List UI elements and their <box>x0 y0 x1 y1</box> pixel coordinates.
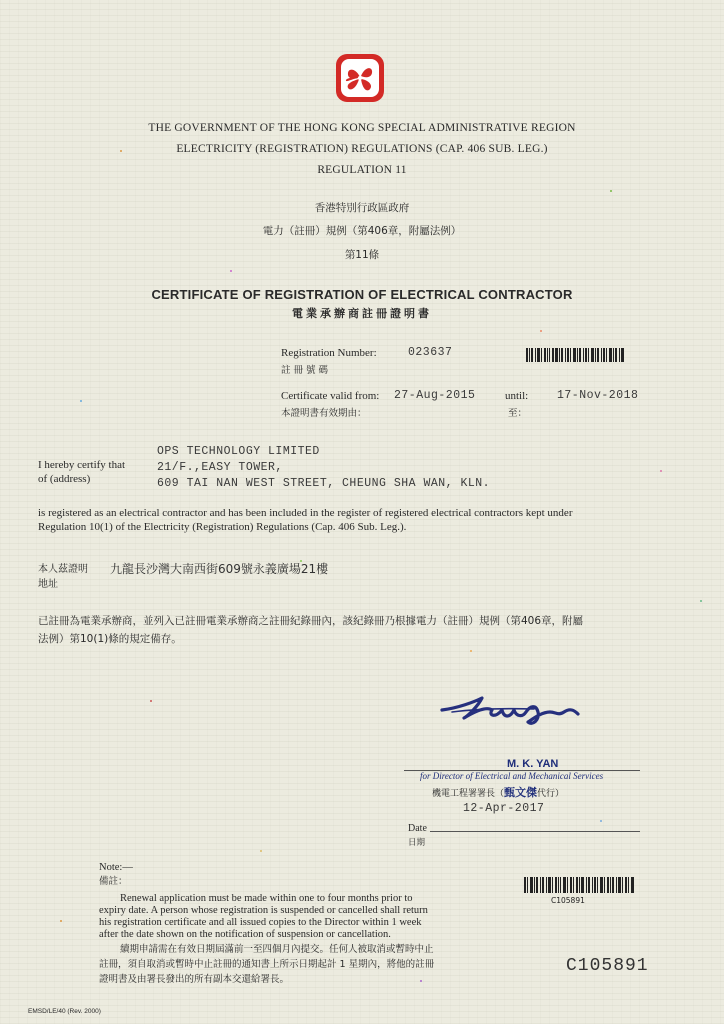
note-label-zh: 備註： <box>99 876 128 887</box>
signatory-zh-suffix: 代行） <box>537 789 565 799</box>
header-zh-government: 香港特別行政區政府 <box>314 202 410 214</box>
certify-label-zh: 本人茲證明 <box>38 564 88 575</box>
note-en-line-2: expiry date. A person whose registration is suspended or cancelled shall return <box>99 905 428 916</box>
registration-barcode <box>526 348 624 362</box>
address-label-zh: 地址 <box>38 579 58 590</box>
note-en-line-1: Renewal application must be made within one to four months prior to <box>120 893 413 904</box>
statement-zh-line-1: 已註冊為電業承辦商，並列入已註冊電業承辦商之註冊紀錄冊內，該紀錄冊乃根據電力（註冊）規例（第406章，附屬 <box>38 615 584 627</box>
handwritten-signature <box>438 688 584 728</box>
signatory-for-line: for Director of Electrical and Mechanical Services <box>420 771 604 781</box>
certificate-title-zh: 電業承辦商註冊證明書 <box>292 307 432 320</box>
issue-date-value: 12-Apr-2017 <box>463 802 545 815</box>
statement-line-1: is registered as an electrical contractor and has been included in the register of registered electrical contractors kept under <box>38 507 573 519</box>
until-value: 17-Nov-2018 <box>557 389 639 402</box>
valid-from-value: 27-Aug-2015 <box>394 389 476 402</box>
note-en-line-3: his registration certificate and all issued copies to the Director within 1 week <box>99 917 422 928</box>
header-zh-regulations: 電力（註冊）規例（第406章，附屬法例） <box>262 225 462 237</box>
signatory-zh-line <box>432 783 564 801</box>
note-zh-line-2: 註冊，須自取消或暫時中止註冊的通知書上所示日期起計 1 星期內，將他的註冊 <box>99 959 435 970</box>
registration-number-label: Registration Number: <box>281 347 377 359</box>
note-zh-line-3: 證明書及由署長發出的所有副本交還給署長。 <box>99 974 290 985</box>
date-label: Date <box>408 823 427 834</box>
statement-line-2: Regulation 10(1) of the Electricity (Registration) Regulations (Cap. 406 Sub. Leg.). <box>38 521 407 533</box>
header-government: THE GOVERNMENT OF THE HONG KONG SPECIAL ADMINISTRATIVE REGION <box>148 122 576 134</box>
bauhinia-emblem-icon <box>335 53 385 103</box>
note-label: Note:— <box>99 862 133 873</box>
company-name: OPS TECHNOLOGY LIMITED <box>157 445 320 458</box>
statement-zh-line-2: 法例）第10(1)條的規定備存。 <box>38 633 182 645</box>
header-zh-regulation-number: 第11條 <box>344 249 380 261</box>
address-line-2: 609 TAI NAN WEST STREET, CHEUNG SHA WAN, KLN. <box>157 477 491 490</box>
signatory-name: M. K. YAN <box>507 758 559 770</box>
address-zh: 九龍長沙灣大南西街609號永義廣場21樓 <box>110 562 329 576</box>
note-zh-line-1: 續期申請需在有效日期屆滿前一至四個月內提交。任何人被取消或暫時中止 <box>120 944 434 955</box>
until-label: until: <box>505 390 529 402</box>
address-label: of (address) <box>38 473 91 485</box>
certificate-title: CERTIFICATE OF REGISTRATION OF ELECTRICAL CONTRACTOR <box>151 287 573 302</box>
note-en-line-4: after the date shown on the notification of suspension or cancellation. <box>99 929 391 940</box>
registration-number-value: 023637 <box>408 346 453 359</box>
date-line <box>430 831 640 832</box>
certify-label: I hereby certify that <box>38 459 126 471</box>
until-label-zh: 至： <box>508 408 528 419</box>
date-label-zh: 日期 <box>408 838 426 848</box>
form-code: EMSD/LE/40 (Rev. 2000) <box>28 1008 101 1015</box>
signatory-zh-name: 甄文傑 <box>504 786 538 799</box>
serial-barcode <box>524 877 634 893</box>
address-line-1: 21/F.,EASY TOWER, <box>157 461 283 474</box>
valid-from-label: Certificate valid from: <box>281 390 380 402</box>
valid-from-label-zh: 本證明書有效期由： <box>281 408 367 419</box>
header-regulation-number: REGULATION 11 <box>317 164 407 176</box>
signatory-zh-prefix: 機電工程署署長（ <box>432 789 505 799</box>
serial-barcode-caption: C105891 <box>551 896 585 905</box>
serial-number: C105891 <box>566 956 649 976</box>
header-regulations: ELECTRICITY (REGISTRATION) REGULATIONS (CAP. 406 SUB. LEG.) <box>176 143 548 155</box>
registration-number-label-zh: 註 冊 號 碼 <box>281 365 329 376</box>
